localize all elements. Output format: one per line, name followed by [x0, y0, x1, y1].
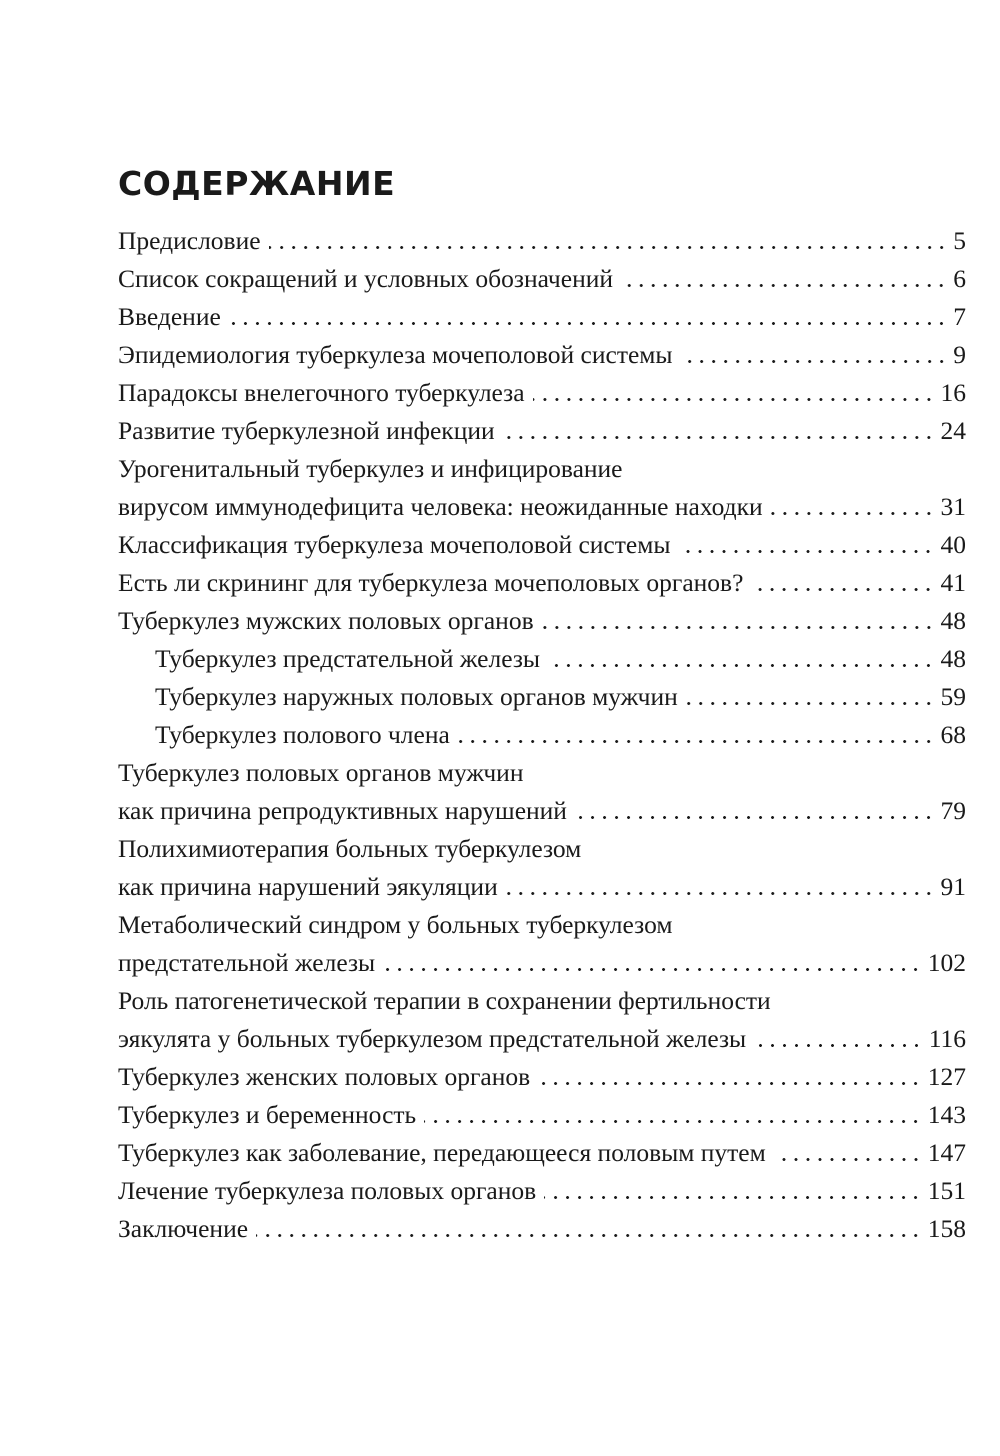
toc-entry[interactable] [118, 336, 966, 374]
toc-entry[interactable] [118, 1096, 966, 1134]
toc-entry-title: Введение [118, 302, 221, 331]
dot-leader [538, 1082, 922, 1085]
toc-entry-title: Есть ли скрининг для туберкулеза мочеполовых органов? [118, 568, 744, 597]
dot-leader [548, 664, 934, 667]
dot-leader [506, 892, 935, 895]
toc-entry-title: вирусом иммунодефицита человека: неожиданные находки [118, 492, 763, 521]
toc-entry[interactable] [118, 526, 966, 564]
dot-leader [383, 968, 922, 971]
toc-entry-title: Лечение туберкулеза половых органов [118, 1176, 537, 1205]
toc-entry-title: Эпидемиология туберкулеза мочеполовой системы [118, 340, 673, 369]
toc-page-number: 127 [927, 1062, 966, 1091]
toc-page-number: 7 [953, 302, 966, 331]
toc-entry[interactable] [118, 222, 966, 260]
toc-page-number: 24 [940, 416, 966, 445]
page-title: СОДЕРЖАНИЕ [118, 164, 396, 203]
toc-page-number: 147 [927, 1138, 966, 1167]
toc-entry-title: Туберкулез наружных половых органов мужчин [155, 682, 678, 711]
toc-entry-title: Туберкулез полового члена [155, 720, 450, 749]
toc-entry-title: Метаболический синдром у больных туберкулезом [118, 910, 673, 939]
toc-entry-title: Туберкулез женских половых органов [118, 1062, 531, 1091]
toc-entry-title: как причина репродуктивных нарушений [118, 796, 567, 825]
toc-entry-title: Туберкулез мужских половых органов [118, 606, 534, 635]
toc-entry-title: Заключение [118, 1214, 249, 1243]
toc-entry-title: Предисловие [118, 226, 261, 255]
dot-leader [424, 1120, 922, 1123]
toc-entry[interactable] [118, 602, 966, 640]
toc-page-number: 31 [940, 492, 966, 521]
toc-page-number: 91 [940, 872, 966, 901]
dot-leader [458, 740, 935, 743]
toc-entry-title: Туберкулез предстательной железы [155, 644, 541, 673]
dot-leader [751, 588, 934, 591]
dot-leader [269, 246, 948, 249]
toc-entry[interactable] [118, 830, 966, 906]
dot-leader [774, 1158, 922, 1161]
toc-entry-title: предстательной железы [118, 948, 376, 977]
toc-page-number: 102 [927, 948, 966, 977]
toc-entry-title: Туберкулез как заболевание, передающееся половым путем [118, 1138, 766, 1167]
toc-entry-title: Развитие туберкулезной инфекции [118, 416, 495, 445]
toc-entry-title: Урогенитальный туберкулез и инфицирование [118, 454, 623, 483]
dot-leader [686, 702, 935, 705]
toc-entry[interactable] [118, 754, 966, 830]
toc-page-number: 48 [940, 644, 966, 673]
table-of-contents [118, 222, 966, 1248]
dot-leader [503, 436, 935, 439]
dot-leader [533, 398, 935, 401]
toc-page-number: 16 [940, 378, 966, 407]
toc-page-number: 151 [927, 1176, 966, 1205]
toc-entry-title: Туберкулез половых органов мужчин [118, 758, 524, 787]
toc-page-number: 40 [940, 530, 966, 559]
toc-page-number: 158 [927, 1214, 966, 1243]
toc-page-number: 48 [940, 606, 966, 635]
toc-entry[interactable] [118, 298, 966, 336]
toc-entry[interactable] [118, 1058, 966, 1096]
dot-leader [754, 1044, 923, 1047]
toc-entry[interactable] [118, 1210, 966, 1248]
toc-page-number: 79 [940, 796, 966, 825]
toc-subentry[interactable] [118, 716, 966, 754]
toc-subentry[interactable] [118, 640, 966, 678]
toc-subentry[interactable] [118, 678, 966, 716]
toc-entry[interactable] [118, 564, 966, 602]
toc-page-number: 59 [940, 682, 966, 711]
toc-page-number: 41 [940, 568, 966, 597]
toc-entry[interactable] [118, 1172, 966, 1210]
toc-page-number: 68 [940, 720, 966, 749]
dot-leader [575, 816, 935, 819]
dot-leader [681, 360, 948, 363]
toc-page-number: 6 [953, 264, 966, 293]
toc-entry-title: Список сокращений и условных обозначений [118, 264, 614, 293]
toc-entry-title: Роль патогенетической терапии в сохранении фертильности [118, 986, 771, 1015]
dot-leader [771, 512, 935, 515]
toc-entry-title: как причина нарушений эякуляции [118, 872, 498, 901]
toc-entry[interactable] [118, 906, 966, 982]
dot-leader [229, 322, 947, 325]
toc-entry[interactable] [118, 374, 966, 412]
toc-entry-title: эякулята у больных туберкулезом предстательной железы [118, 1024, 747, 1053]
toc-entry[interactable] [118, 260, 966, 298]
toc-page-number: 116 [928, 1024, 966, 1053]
dot-leader [621, 284, 947, 287]
toc-entry-title: Туберкулез и беременность [118, 1100, 417, 1129]
toc-page-number: 9 [953, 340, 966, 369]
dot-leader [544, 1196, 922, 1199]
toc-entry-title: Полихимиотерапия больных туберкулезом [118, 834, 582, 863]
toc-entry-title: Парадоксы внелегочного туберкулеза [118, 378, 525, 407]
toc-entry-title: Классификация туберкулеза мочеполовой системы [118, 530, 671, 559]
dot-leader [542, 626, 935, 629]
toc-entry[interactable] [118, 450, 966, 526]
toc-entry[interactable] [118, 982, 966, 1058]
toc-entry[interactable] [118, 1134, 966, 1172]
toc-page-number: 143 [927, 1100, 966, 1129]
toc-entry[interactable] [118, 412, 966, 450]
toc-page-number: 5 [953, 226, 966, 255]
dot-leader [678, 550, 934, 553]
dot-leader [256, 1234, 922, 1237]
